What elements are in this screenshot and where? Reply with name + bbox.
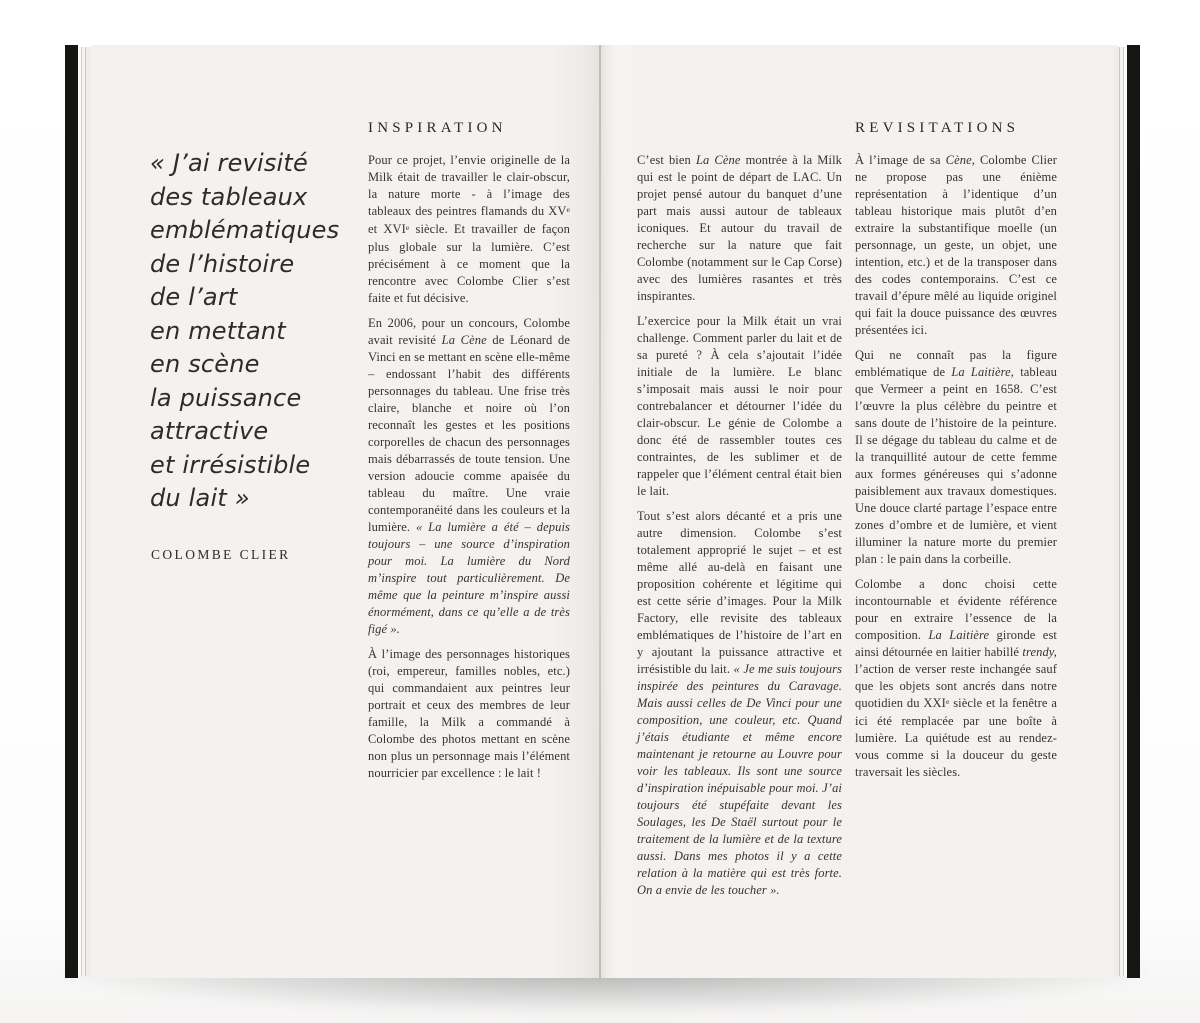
section-heading-inspiration: INSPIRATION <box>368 120 507 136</box>
book-cover-left-edge <box>65 45 78 978</box>
column-inspiration-text: Pour ce projet, l’envie originelle de la Milk était de travailler le clair-obscur, la nature morte - à l’image des tableaux des peintres flamands du XVe et XVIe siècle. Et travailler de façon plus globale sur la lumière. C’est précisément à ce moment que la rencontre avec Colombe Clier s’est faite et fut décisive. En 2006, pour un concours, Colombe avait revisité La Cène de Léonard de Vinci en se mettant en scène elle-même – endossant l’habit des différents personnages du tableau. Une frise très claire, blanche et noire où l’on reconnaît les gestes et les positions corporelles de chacun des personnages mais débarrassés de toute tension. Une version adoucie comme apaisée du tableau du maître. Une vraie contemporanéité dans les couleurs et la lumière. « La lumière a été – depuis toujours – une source d’inspiration pour moi. La lumière du Nord m’inspire tout particulièrement. De même que la peinture m’inspire aussi énormément, dans ce qu’elle a de très figé ». À l’image des personnages historiques (roi, empereur, familles nobles, etc.) qui commandaient aux peintres leur portrait et ceux des membres de leur famille, la Milk a commandé à Colombe des photos mettant en scène non plus un personnage mais l’élément nourricier par excellence : le lait ! <box>368 153 571 780</box>
column-continuation-text: C’est bien La Cène montrée à la Milk qui est le point de départ de LAC. Un projet pensé autour du banquet d’une part mais aussi autour de tableaux iconiques. Et autour du travail de recherche sur la nature que fait Colombe (notamment sur le Cap Corse) avec des lumières rasantes et très inspirantes. L’exercice pour la Milk était un vrai challenge. Comment parler du lait et de sa pureté ? À cela s’ajoutait l’idée initiale de la lumière. Le blanc s’imposait mais aussi le noir pour contrebalancer et détourner l’idée du clair-obscur. Le génie de Colombe a donc été de rassembler toutes ces contraintes, de les sublimer et de rappeler que l’élément central était bien le lait. Tout s’est alors décanté et a pris une autre dimension. Colombe s’est totalement approprié le sujet – et est même allé au-delà en faisant une proposition cohérente et légitime qui est cette série d’images. Pour la Milk Factory, elle revisite des tableaux emblématiques de l’histoire de l’art en y ajoutant la puissance attractive et irrésistible du lait. « Je me suis toujours inspirée des peintures du Caravage. Mais aussi celles de De Vinci pour une composition, une couleur, etc. Quand j’étais étudiante et même encore maintenant je retourne au Louvre pour voir les tableaux. Ils sont une source d’inspiration inépuisable pour moi. J’ai toujours été stupéfaite devant les Soulages, les De Staël surtout pour le traitement de la lumière et de la texture aussi. Dans mes photos il y a cette relation à la matière qui est très forte. On a envie de les toucher ». <box>637 153 842 897</box>
page-stack-right-edge <box>1114 47 1127 976</box>
column-continuation <box>637 152 842 899</box>
column-revisitations <box>855 120 1057 781</box>
page-stack-left-edge <box>78 47 91 976</box>
book-cover-right-edge <box>1127 45 1140 978</box>
book-gutter <box>599 45 601 978</box>
left-page <box>91 45 600 978</box>
section-heading-revisitations: REVISITATIONS <box>855 120 1020 136</box>
book-spread <box>65 45 1140 978</box>
column-inspiration <box>368 120 570 782</box>
right-page <box>600 45 1118 978</box>
quote-attribution: COLOMBE CLIER <box>151 547 291 562</box>
pull-quote: « J’ai revisité des tableaux emblématiques de l’histoire de l’art en mettant en scène la puissance attractive et irrésistible du lait » <box>150 149 340 512</box>
column-revisitations-text: À l’image de sa Cène, Colombe Clier ne propose pas une énième représentation à l’identique d’un tableau historique mais plutôt d’en extraire la substantifique moelle (un personnage, un geste, un objet, une intention, etc.) et de la transposer dans des codes contemporains. C’est ce travail d’épure mêlé au liquide originel qui fait la douce puissance des œuvres présentées ici. Qui ne connaît pas la figure emblématique de La Laitière, tableau que Vermeer a peint en 1658. C’est l’œuvre la plus célèbre du peintre et sans doute de l’histoire de la peinture. Il se dégage du tableau du calme et de la tranquillité autour de cette femme aux formes généreuses qui s’adonne paisiblement aux travaux domestiques. Une douce clarté partage l’espace entre zones d’ombre et de lumière, et vient illuminer la nature morte du premier plan : le pain dans la corbeille. Colombe a donc choisi cette incontournable et évidente référence pour en extraire l’essence de la composition. La Laitière gironde est ainsi détournée en laitier habillé trendy, l’action de verser reste inchangée sauf que les objets sont ancrés dans notre quotidien du XXIe siècle et la fenêtre a ici été remplacée par une boîte à lumière. La quiétude est au rendez-vous comme si la douceur du geste traversait les siècles. <box>855 153 1057 779</box>
